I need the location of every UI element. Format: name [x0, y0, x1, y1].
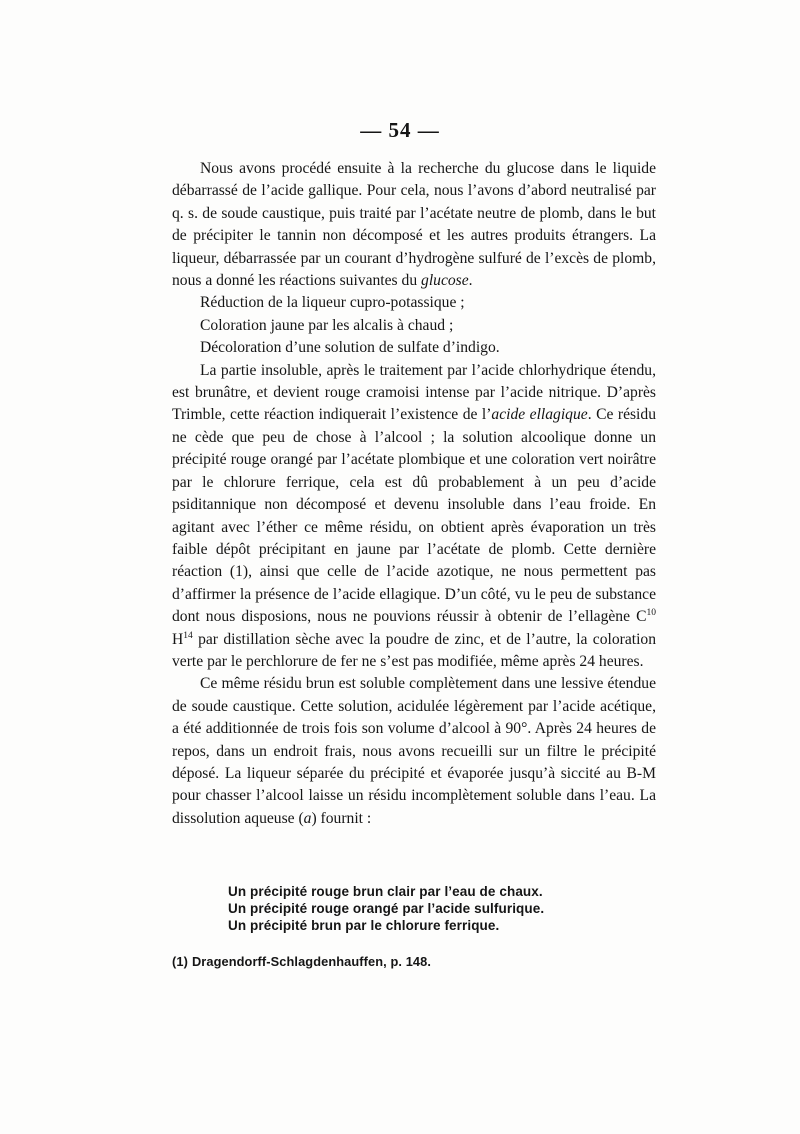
formula-carbon-count: 10 — [646, 607, 656, 618]
footnote-text: Dragendorff-Schlagdenhauffen, p. 148. — [191, 954, 432, 969]
paragraph-brown-residue — [172, 673, 656, 830]
footnote — [172, 954, 431, 969]
reaction-item: Coloration jaune par les alcalis à chaud ; — [200, 316, 454, 334]
reaction-item: Décoloration d’une solution de sulfate d’indigo. — [200, 339, 500, 357]
paragraph-2-text-b: . Ce résidu ne cède que peu de chose à l’alcool ; la solution alcoolique donne un précipité rouge orangé par l’acétate plombique et une coloration vert noirâtre par le chlorure ferrique, cela est dû probablement à un peu d’acide psiditannique non décomposé et devenu insoluble dans l’eau froide. En agitant avec l’éther ce même résidu, on obtient après évaporation un très faible dépôt précipitant en jaune par l’acétate de plomb. Cette dernière réaction (1), ainsi que celle de l’acide azotique, ne nous permettent pas d’affirmer la présence de l’acide ellagique. D’un côté, vu le peu de substance dont nous disposions, nous ne pouvions réussir à obtenir de l’ellagène C — [172, 406, 656, 626]
solution-a-term: a — [303, 809, 312, 827]
footnote-marker: (1) — [172, 954, 188, 969]
formula-hydrogen-count: 14 — [183, 630, 193, 641]
page-number: — 54 — — [360, 118, 440, 142]
paragraph-3-text-b: ) fournit : — [311, 809, 372, 827]
result-item: Un précipité rouge orangé par l’acide sulfurique. — [228, 901, 545, 916]
result-item: Un précipité rouge brun clair par l’eau de chaux. — [228, 884, 543, 899]
precipitate-results-list — [228, 883, 544, 934]
paragraph-1-text: Nous avons procédé ensuite à la recherche du glucose dans le liquide débarrassé de l’acide gallique. Pour cela, nous l’avons d’abord neutralisé par q. s. de soude caustique, puis traité par l’acétate neutre de plomb, dans le but de précipiter le tannin non décomposé et les autres produits étrangers. La liqueur, débarrassée par un courant d’hydrogène sulfuré de l’excès de plomb, nous a donné les réactions suivantes du — [172, 160, 656, 290]
result-item: Un précipité brun par le chlorure ferrique. — [228, 918, 500, 933]
body-text — [172, 158, 656, 830]
formula-hydrogen: H — [172, 630, 184, 648]
paragraph-3-text-a: Ce même résidu brun est soluble complètement dans une lessive étendue de soude caustique. Cette solution, acidulée légèrement par l’acide acétique, a été additionnée de trois fois son volume d’alcool à 90°. Après 24 heures de repos, dans un endroit frais, nous avons recueilli sur un filtre le précipité déposé. La liqueur séparée du précipité et évaporée jusqu’à siccité au B-M pour chasser l’alcool laisse un résidu incomplètement soluble dans l’eau. La dissolution aqueuse ( — [172, 675, 656, 827]
paragraph-2-text-c: par distillation sèche avec la poudre de zinc, et de l’autre, la coloration verte par le perchlorure de fer ne s’est pas modifiée, même après 24 heures. — [172, 630, 656, 670]
paragraph-2-text-a: La partie insoluble, après le traitement par l’acide chlorhydrique étendu, est brunâtre, et devient rouge cramoisi intense par l’acide nitrique. D’après Trimble, cette réaction indiquerait l’existence de l’ — [172, 361, 656, 424]
reaction-item: Réduction de la liqueur cupro-potassique ; — [200, 294, 465, 312]
paragraph-glucose-search — [172, 158, 656, 292]
paragraph-1-end: . — [468, 272, 473, 290]
paragraph-insoluble-part — [172, 360, 656, 674]
ellagic-acid-term: acide ellagique — [491, 406, 588, 424]
glucose-term: glucose — [421, 272, 469, 290]
